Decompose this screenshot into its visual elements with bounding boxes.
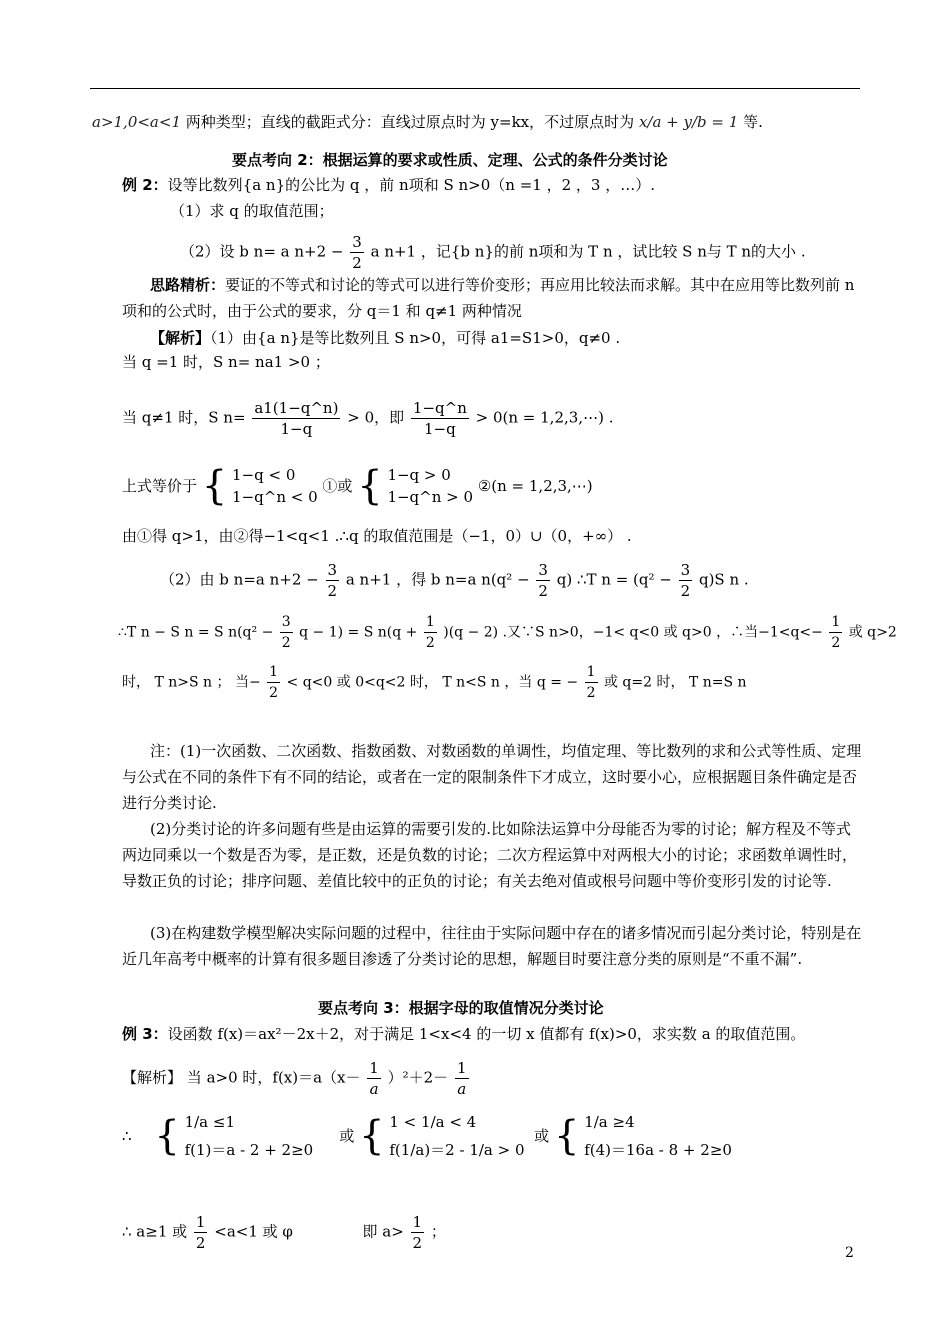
sol6-d: q)S n . xyxy=(698,570,749,589)
solution-line-8 xyxy=(122,662,747,703)
system-2-row: 1−q > 0 xyxy=(387,466,451,484)
frac-den: a xyxy=(369,1080,379,1098)
solution-line-5: 由①得 q>1，由②得−1<q<1 .∴q 的取值范围是（−1，0）∪（0，+∞） . xyxy=(122,527,632,545)
intro-text: 两种类型；直线的截距式分：直线过原点时为 y=kx，不过原点时为 xyxy=(185,113,635,131)
frac-num: 3 xyxy=(680,561,691,579)
fraction-1-2 xyxy=(267,662,280,703)
solution-line-2: 当 q =1 时，S n= na1 >0 ； xyxy=(122,353,330,371)
frac-den: a xyxy=(457,1080,467,1098)
system-2 xyxy=(387,464,473,508)
sol8-c: 或 q=2 时， T n=S n xyxy=(603,674,747,691)
sol6-a: （2）由 b n=a n+2 − xyxy=(160,570,319,589)
fraction-3-2 xyxy=(280,612,293,653)
solution-3-label: 【解析】 xyxy=(122,1068,183,1087)
frac-den: 2 xyxy=(412,1234,423,1252)
brace: { xyxy=(154,1113,180,1159)
sol6-b: a n+1 ，得 b n=a n(q² − xyxy=(345,570,530,589)
note-3: (3)在构建数学模型解决实际问题的过程中，往往由于实际问题中存在的诸多情况而引起分类讨论，特别是在近几年高考中概率的计算有很多题目渗透了分类讨论的思想，解题目时要注意分类的原则是“不重不漏”. xyxy=(122,924,862,968)
final-line xyxy=(122,1212,446,1253)
sol8-b: < q<0 或 0<q<2 时， T n<S n ，当 q = − xyxy=(286,674,579,691)
frac-den: 1−q xyxy=(280,420,313,438)
fraction-1-2 xyxy=(194,1212,208,1253)
heading-3: 要点考向 3：根据字母的取值情况分类讨论 xyxy=(318,999,604,1017)
sol4-a: 上式等价于 xyxy=(122,477,198,495)
example-3-label: 例 3： xyxy=(122,1025,168,1043)
or-word: 或 xyxy=(339,1127,355,1145)
fraction-1-2 xyxy=(585,662,598,703)
note-2: (2)分类讨论的许多问题有些是由运算的需要引发的.比如除法运算中分母能否为零的讨论；解方程及不等式两边同乘以一个数是否为零，是正数，还是负数的讨论；二次方程运算中对两根大小的讨论；求函数单调性时，导数正负的讨论；排序问题、差值比较中的正负的讨论；有关去绝对值或根号问题中等价变形引发的讨论等. xyxy=(122,820,858,890)
brace: { xyxy=(359,1113,385,1159)
frac-den: 2 xyxy=(269,685,279,701)
frac-den: 2 xyxy=(680,582,691,600)
case-2-row: f(1/a)＝2 - 1/a > 0 xyxy=(389,1141,525,1159)
sol7-a: ∴T n − S n = S n(q² − xyxy=(118,624,274,641)
fraction-3-2 xyxy=(679,560,693,601)
system-1 xyxy=(232,464,318,508)
q2-part-b: a n+1 ，记{b n}的前 n项和为 T n ，试比较 S n与 T n的大小 . xyxy=(370,242,806,261)
frac-num: 1 xyxy=(412,1213,423,1231)
solution-line-6 xyxy=(160,560,749,601)
example-2-label: 例 2： xyxy=(122,176,168,194)
frac-num: 3 xyxy=(538,561,548,579)
example-2-q2 xyxy=(180,232,806,273)
note-1: 注：(1)一次函数、二次函数、指数函数、对数函数的单调性，均值定理、等比数列的求和公式等性质、定理与公式在不同的条件下有不同的结论，或者在一定的限制条件下才成立，这时要小心，应根据题目条件确定是否进行分类讨论. xyxy=(122,742,862,812)
system-1-row: 1−q < 0 xyxy=(232,466,296,484)
q2-part-a: （2）设 b n= a n+2 − xyxy=(180,242,344,261)
frac-num: 3 xyxy=(352,233,362,251)
idea-label: 思路精析： xyxy=(150,276,226,294)
frac-num: 3 xyxy=(327,561,338,579)
frac-den: 2 xyxy=(425,635,435,651)
frac-den: 2 xyxy=(281,635,291,651)
case-1 xyxy=(185,1108,335,1164)
sol8-a: 时， T n>S n ； 当− xyxy=(122,674,261,691)
system-1-row: 1−q^n < 0 xyxy=(232,488,318,506)
frac-den: 2 xyxy=(327,582,338,600)
case-line xyxy=(122,1108,732,1174)
idea-text: 要证的不等式和讨论的等式可以进行等价变形；再应用比较法而求解。其中在应用等比数列前 n 项和的公式时，由于公式的要求，分 q＝1 和 q≠1 两种情况 xyxy=(122,276,855,320)
frac-num: 1 xyxy=(585,662,598,683)
frac-den: 2 xyxy=(352,254,362,272)
solution-3-line-1 xyxy=(122,1058,471,1099)
frac-num: 1 xyxy=(267,662,280,683)
sol3-a: 当 a>0 时，f(x)＝a（x－ xyxy=(186,1068,361,1087)
idea-paragraph xyxy=(122,272,862,324)
solution-label: 【解析】 xyxy=(150,329,211,347)
example-3 xyxy=(122,1024,805,1044)
frac-num: a1(1−q^n) xyxy=(254,399,339,417)
heading-2: 要点考向 2：根据运算的要求或性质、定理、公式的条件分类讨论 xyxy=(232,151,668,169)
solution-1-text: （1）由{a n}是等比数列且 S n>0，可得 a1=S1>0，q≠0 . xyxy=(210,329,621,347)
fraction-3-2 xyxy=(536,560,550,601)
frac-num: 1−q^n xyxy=(412,399,467,417)
case-3 xyxy=(584,1108,732,1164)
sol3-a: 当 q≠1 时，S n= xyxy=(122,408,246,427)
sol3-b: ）²＋2－ xyxy=(387,1068,449,1087)
frac-num: 1 xyxy=(424,612,437,633)
sol3-b: > 0，即 xyxy=(347,408,405,427)
brace: { xyxy=(357,463,383,509)
frac-den: 2 xyxy=(538,582,548,600)
page-number: 2 xyxy=(845,1245,854,1261)
final-b: <a<1 或 φ xyxy=(214,1222,293,1241)
case-1-row: f(1)＝a - 2 + 2≥0 xyxy=(184,1141,314,1159)
fraction-1-a xyxy=(455,1058,469,1099)
sol7-c: )(q − 2) .又∵S n>0，−1< q<0 或 q>0 ，∴当−1<q<− xyxy=(443,624,823,641)
fraction-sn xyxy=(252,398,340,439)
intro-formula-a: a>1,0<a<1 xyxy=(92,113,181,131)
solution-line-7 xyxy=(118,612,897,653)
example-2-q1: （1）求 q 的取值范围； xyxy=(170,202,334,220)
or-word: 或 xyxy=(534,1127,550,1145)
sol4-mid: ①或 xyxy=(322,477,353,495)
intro-formula-b: x/a + y/b = 1 xyxy=(638,113,739,131)
system-2-row: 1−q^n > 0 xyxy=(387,488,474,506)
case-2 xyxy=(389,1108,529,1164)
case-3-row: f(4)＝16a - 8 + 2≥0 xyxy=(584,1141,732,1159)
example-2-text: 设等比数列{a n}的公比为 q ，前 n项和 S n>0（n =1 ，2 ，3 ，…）. xyxy=(167,176,655,194)
sol6-c: q) ∴T n = (q² − xyxy=(556,570,672,589)
sol7-d: 或 q>2 xyxy=(848,624,897,641)
fraction-qn xyxy=(411,398,469,439)
fraction-1-2 xyxy=(829,612,842,653)
frac-num: 3 xyxy=(280,612,293,633)
final-d: ； xyxy=(430,1222,446,1241)
frac-den: 1−q xyxy=(424,420,456,438)
case-1-row: 1/a ≤1 xyxy=(184,1113,235,1131)
frac-num: 1 xyxy=(195,1213,206,1231)
frac-den: 2 xyxy=(831,635,841,651)
case-3-row: 1/a ≥4 xyxy=(584,1113,635,1131)
intro-end: 等. xyxy=(743,113,763,131)
sol4-end: ②(n = 1,2,3,⋯) xyxy=(477,477,593,495)
solution-line-1 xyxy=(150,328,620,348)
solution-line-3 xyxy=(122,398,613,439)
brace: { xyxy=(201,463,228,509)
final-a: ∴ a≥1 或 xyxy=(122,1222,188,1241)
frac-den: 2 xyxy=(195,1234,206,1252)
fraction-1-a xyxy=(367,1058,381,1099)
brace: { xyxy=(553,1113,580,1159)
frac-num: 1 xyxy=(829,612,842,633)
fraction-1-2 xyxy=(424,612,437,653)
frac-den: 2 xyxy=(586,685,596,701)
header-rule xyxy=(90,88,860,89)
fraction-1-2 xyxy=(411,1212,425,1253)
intro-line xyxy=(92,112,763,132)
example-3-text: 设函数 f(x)＝ax²－2x＋2，对于满足 1<x<4 的一切 x 值都有 f(x)>0，求实数 a 的取值范围。 xyxy=(167,1025,806,1043)
fraction-3-2 xyxy=(326,560,340,601)
sol3-c: > 0(n = 1,2,3,⋯) . xyxy=(475,408,614,427)
example-2 xyxy=(122,175,655,195)
case-2-row: 1 < 1/a < 4 xyxy=(389,1113,477,1131)
fraction-3-2 xyxy=(350,232,364,273)
sol7-b: q − 1) = S n(q + xyxy=(299,624,418,641)
frac-num: 1 xyxy=(369,1059,379,1077)
therefore-symbol: ∴ xyxy=(122,1127,132,1145)
solution-line-4 xyxy=(122,464,593,514)
frac-num: 1 xyxy=(456,1059,467,1077)
final-c: 即 a> xyxy=(362,1222,404,1241)
